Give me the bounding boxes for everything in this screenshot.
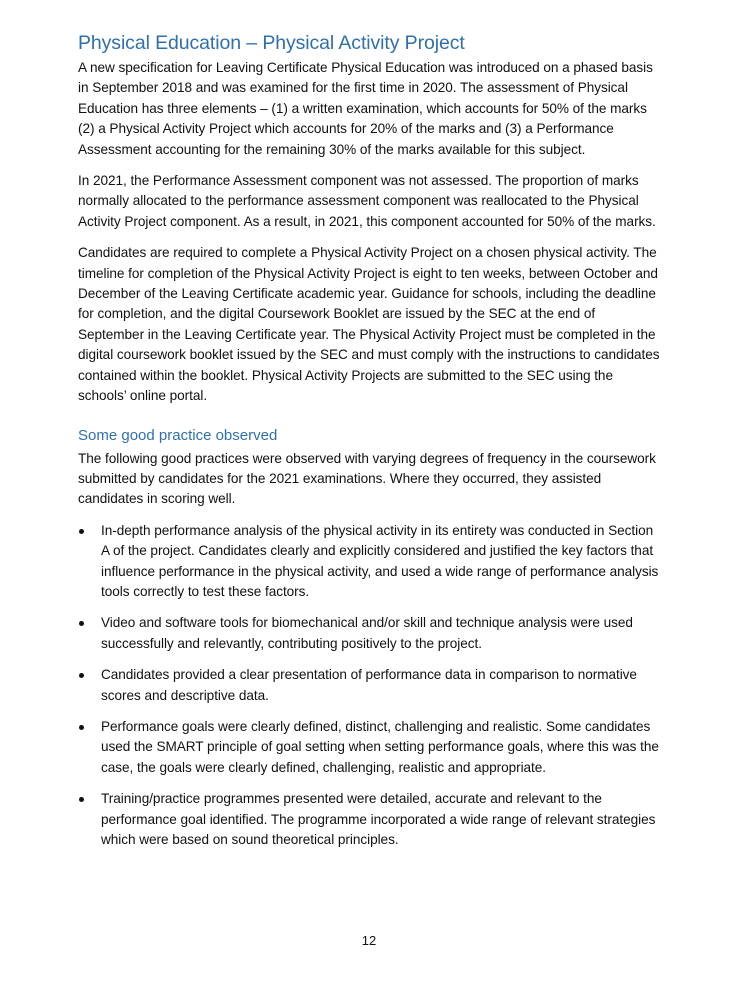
intro-paragraph-2: In 2021, the Performance Assessment component was not assessed. The proportion of marks normally allocated to the performance assessment component was reallocated to the Physical Activity Project component. As a result, in 2021, this component accounted for 50% of the marks. bbox=[78, 173, 656, 229]
intro-paragraph-3: Candidates are required to complete a Physical Activity Project on a chosen physical activity. The timeline for completion of the Physical Activity Project is eight to ten weeks, between October and December of the Leaving Certificate academic year. Guidance for schools, including the deadline for completion, and the digital Coursework Booklet are issued by the SEC at the end of September in the Leaving Certificate year. The Physical Activity Project must be completed in the digital coursework booklet issued by the SEC and must comply with the instructions to candidates contained within the booklet. Physical Activity Projects are submitted to the SEC using the schools’ online portal. bbox=[78, 245, 660, 404]
list-item-text: Performance goals were clearly defined, distinct, challenging and realistic. Some candidates used the SMART principle of goal setting when setting performance goals, where this was the case, the goals were clearly defined, challenging, realistic and appropriate. bbox=[101, 718, 659, 775]
list-item bbox=[78, 665, 660, 706]
list-item bbox=[78, 789, 660, 850]
intro-paragraph-1: A new specification for Leaving Certificate Physical Education was introduced on a phased basis in September 2018 and was examined for the first time in 2020. The assessment of Physical Education has three elements – (1) a written examination, which accounts for 50% of the marks (2) a Physical Activity Project which accounts for 20% of the marks and (3) a Performance Assessment accounting for the remaining 30% of the marks available for this subject. bbox=[78, 60, 653, 157]
list-item-text: Video and software tools for biomechanical and/or skill and technique analysis were used successfully and relevantly, contributing positively to the project. bbox=[101, 615, 633, 651]
list-item bbox=[78, 521, 660, 603]
subheading: Some good practice observed bbox=[78, 426, 278, 444]
page-content bbox=[78, 30, 660, 861]
bullet-icon bbox=[79, 725, 84, 730]
bullet-icon bbox=[79, 529, 84, 534]
bullet-icon bbox=[79, 621, 84, 626]
bullet-icon bbox=[79, 673, 84, 678]
page-number: 12 bbox=[361, 933, 377, 948]
list-item-text: Candidates provided a clear presentation of performance data in comparison to normative scores and descriptive data. bbox=[101, 667, 637, 703]
list-item-text: In-depth performance analysis of the physical activity in its entirety was conducted in Section A of the project. Candidates clearly and explicitly considered and justified the key factors that influence performance in the physical activity, and used a wide range of performance analysis tools correctly to test these factors. bbox=[101, 522, 659, 599]
bullet-icon bbox=[79, 797, 84, 802]
list-item bbox=[78, 717, 660, 778]
list-item-text: Training/practice programmes presented were detailed, accurate and relevant to the performance goal identified. The programme incorporated a wide range of relevant strategies which were based on sound theoretical principles. bbox=[101, 791, 656, 847]
good-practice-list bbox=[78, 521, 660, 851]
list-item bbox=[78, 613, 660, 654]
subheading-intro: The following good practices were observed with varying degrees of frequency in the coursework submitted by candidates for the 2021 examinations. Where they occurred, they assisted candidates in scoring well. bbox=[78, 450, 656, 507]
section-heading: Physical Education – Physical Activity Project bbox=[78, 32, 465, 54]
